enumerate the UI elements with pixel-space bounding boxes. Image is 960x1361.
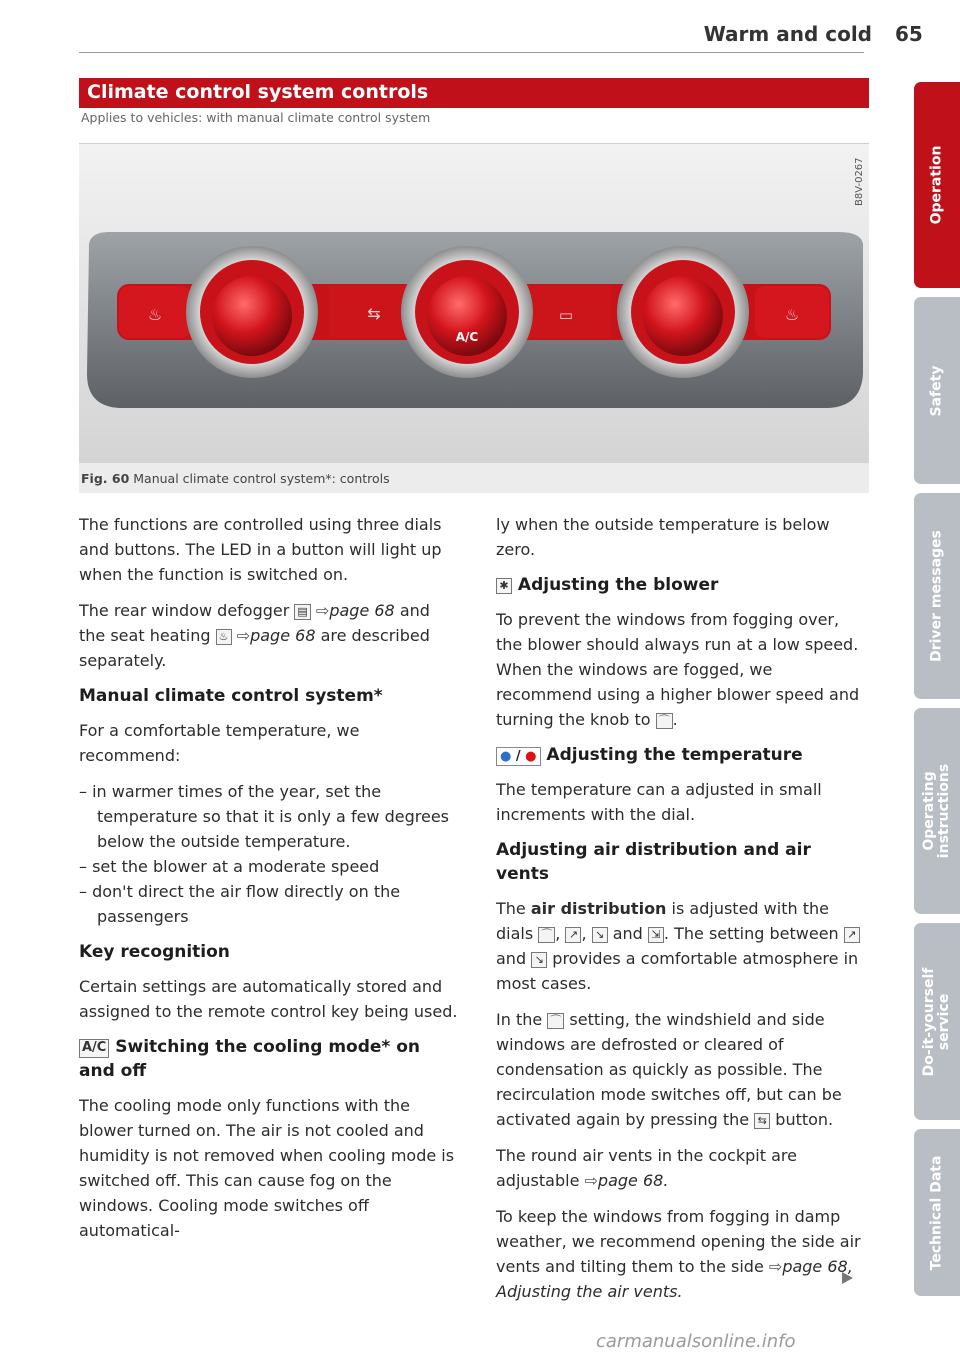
section-title: Climate control system controls <box>87 81 429 103</box>
heading-manual-climate: Manual climate control system* <box>79 686 383 706</box>
paragraph: ly when the outside temperature is below zero. <box>496 515 830 559</box>
list-item: – don't direct the air flow directly on the passengers <box>79 882 401 926</box>
svg-text:♨: ♨ <box>147 305 163 324</box>
page-number: 65 <box>895 22 923 46</box>
svg-text:▭: ▭ <box>558 306 574 324</box>
climate-panel-illustration <box>79 144 869 464</box>
header-rule <box>79 52 864 53</box>
figure-caption <box>81 471 390 486</box>
heading-air-distribution: Adjusting air distribution and air vents <box>496 840 811 884</box>
blower-dial[interactable] <box>401 246 533 378</box>
upper-body-key-icon: ↗ <box>565 927 581 943</box>
seat-heat-right-button[interactable] <box>755 286 829 338</box>
paragraph: For a comfortable temperature, we recommend: <box>79 721 360 765</box>
list-item: – set the blower at a moderate speed <box>79 857 380 876</box>
defrost-key-icon: ⌒ <box>656 713 673 729</box>
page-ref-link[interactable]: page 68. <box>597 1171 669 1190</box>
page-ref-link[interactable]: page 68 <box>250 626 316 645</box>
rear-defogger-button[interactable] <box>521 286 611 338</box>
paragraph: The functions are controlled using three dials and buttons. The LED in a button will light up when the function is switched on. <box>79 515 442 584</box>
ac-key-icon: A/C <box>79 1039 109 1058</box>
defrost-key-icon: ⌒ <box>547 1013 564 1029</box>
applies-note: Applies to vehicles: with manual climate control system <box>81 110 431 125</box>
recirculation-key-icon: ⇆ <box>754 1113 770 1129</box>
page-ref-arrow-icon: ⇨ <box>236 626 251 645</box>
tab-driver-messages[interactable]: Driver messages <box>914 493 960 699</box>
defrost-key-icon: ⌒ <box>538 927 555 943</box>
upper-body-key-icon: ↗ <box>844 927 860 943</box>
seat-heating-key-icon: ♨ <box>216 629 232 645</box>
paragraph: The rear window defogger ▤ ⇨page 68 and the seat heating ♨ ⇨page 68 are described separately. <box>79 601 430 670</box>
upper-footwell-key-icon: ⇲ <box>648 927 664 943</box>
tab-safety[interactable]: Safety <box>914 297 960 484</box>
heading-blower: ✱ Adjusting the blower <box>496 573 868 597</box>
blower-key-icon: ✱ <box>496 578 512 594</box>
ac-label: A/C <box>455 330 479 344</box>
paragraph: The temperature can a adjusted in small increments with the dial. <box>496 780 822 824</box>
svg-text:⇆: ⇆ <box>367 304 381 323</box>
tab-operating-instructions[interactable]: Operating instructions <box>914 708 960 914</box>
temperature-dial[interactable] <box>186 246 318 378</box>
rear-defogger-key-icon: ▤ <box>294 604 310 620</box>
heading-temperature: ● / ● Adjusting the temperature <box>496 743 868 767</box>
running-head-title: Warm and cold <box>703 22 872 46</box>
paragraph: The cooling mode only functions with the blower turned on. The air is not cooled and humidity is not removed when cooling mode is switched off. This can cause fog on the windows. Cooling mode switches off automatical- <box>79 1096 455 1240</box>
left-column <box>79 512 459 1254</box>
list-item: – in warmer times of the year, set the temperature so that it is only a few degrees below the outside temperature. <box>79 782 449 851</box>
paragraph: In the ⌒ setting, the windshield and side windows are defrosted or cleared of condensation as quickly as possible. The recirculation mode switches off, but can be activated again by pressing the ⇆ button. <box>496 1010 842 1129</box>
footwell-key-icon: ↘ <box>592 927 608 943</box>
figure-code: B8V-0267 <box>854 157 865 206</box>
heading-cooling-mode: A/C Switching the cooling mode* on and off <box>79 1037 421 1081</box>
paragraph: To prevent the windows from fogging over, the blower should always run at a low speed. When the windows are fogged, we recommend using a higher blower speed and turning the knob to ⌒ . <box>496 610 860 729</box>
paragraph: Certain settings are automatically stored and assigned to the remote control key being used. <box>79 977 458 1021</box>
heading-key-recognition: Key recognition <box>79 942 230 962</box>
right-column <box>496 512 868 1315</box>
watermark: carmanualsonline.info <box>596 1331 796 1352</box>
page-ref-arrow-icon: ⇨ <box>768 1257 783 1276</box>
seat-heat-left-button[interactable] <box>119 286 191 338</box>
paragraph: The round air vents in the cockpit are adjustable ⇨page 68. <box>496 1146 797 1190</box>
paragraph: To keep the windows from fogging in damp weather, we recommend opening the side air vents and tilting them to the side ⇨page 68, Adjusting the air vents. <box>496 1207 861 1301</box>
air-distribution-dial[interactable] <box>617 246 749 378</box>
temperature-key-icon: ● / ● <box>496 747 541 766</box>
climate-panel-figure <box>79 143 869 464</box>
page-ref-link[interactable]: page 68 <box>329 601 395 620</box>
page-ref-arrow-icon: ⇨ <box>584 1171 598 1190</box>
figure-caption-text: Manual climate control system*: controls <box>133 471 390 486</box>
tab-do-it-yourself-service[interactable]: Do-it-yourself service <box>914 923 960 1120</box>
figure-number: Fig. 60 <box>81 471 130 486</box>
page-ref-link[interactable]: page 68, Adjusting the air vents. <box>496 1257 853 1301</box>
paragraph: The air distribution is adjusted with the dials ⌒ , ↗ , ↘ and ⇲ . The setting between ↗ and ↘ provides a comfortable atmosphere in most cases. <box>496 899 859 993</box>
svg-text:♨: ♨ <box>784 305 800 324</box>
page-ref-arrow-icon: ⇨ <box>315 601 330 620</box>
tab-technical-data[interactable]: Technical Data <box>914 1129 960 1296</box>
continued-arrow-icon <box>842 1272 853 1284</box>
tab-operation[interactable]: Operation <box>914 82 960 288</box>
footwell-key-icon: ↘ <box>531 952 547 968</box>
